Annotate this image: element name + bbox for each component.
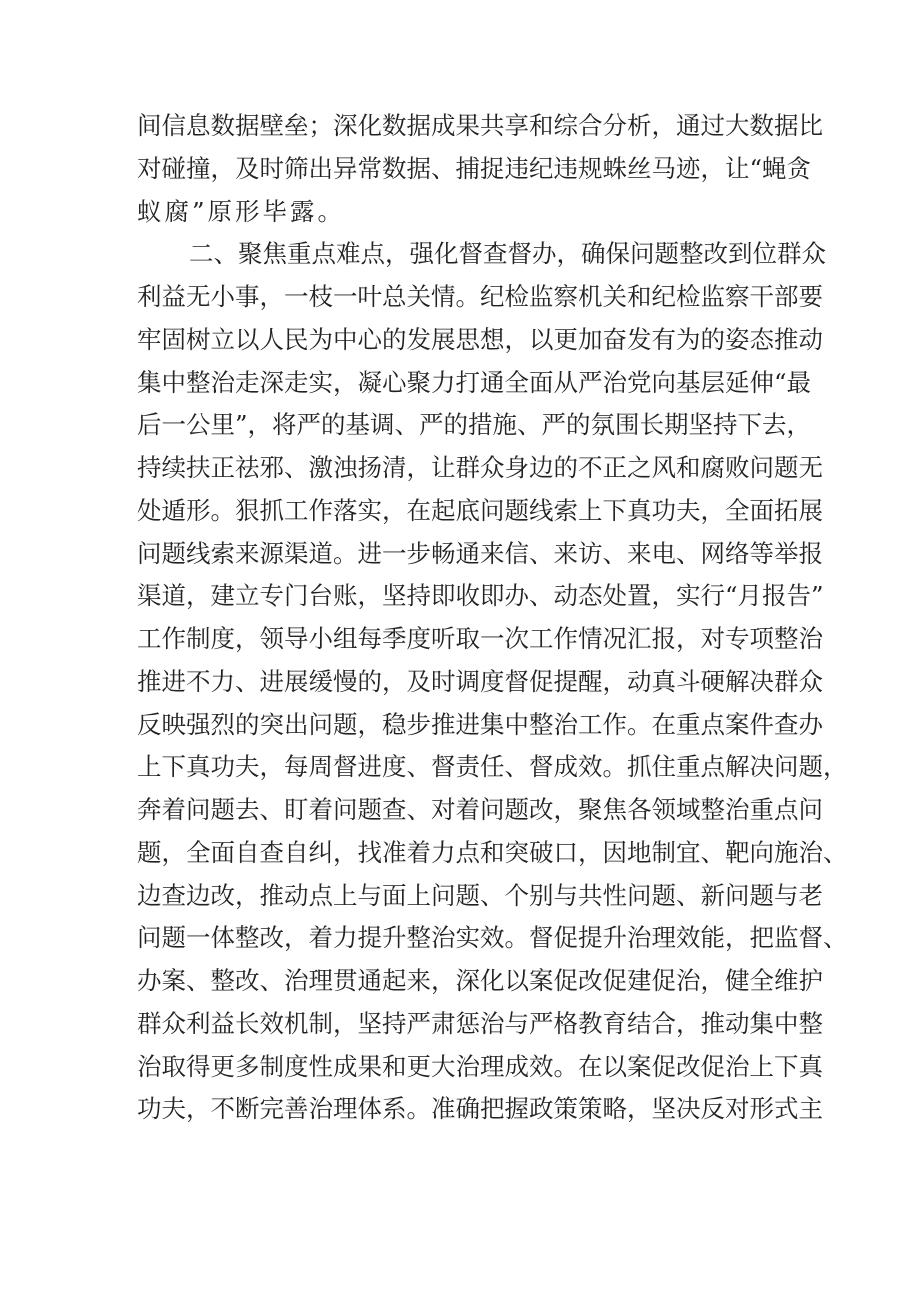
text-line: 后 一 公 里 ” ， 将 严 的 基 调 、 严 的 措 施 、 严 的 氛 围 长 期 坚 持 下 去 ， — [137, 410, 812, 440]
text-line: 上 下 真 功 夫 ， 每 周 督 进 度 、 督 责 任 、 督 成 效 。 抓 住 重 点 解 决 问 题 ， — [137, 752, 848, 782]
text-line: 治 取 得 更 多 制 度 性 成 果 和 更 大 治 理 成 效 。 在 以 案 促 改 促 治 上 下 真 — [137, 1051, 823, 1081]
text-line: 题 ， 全 面 自 查 自 纠 ， 找 准 着 力 点 和 突 破 口 ， 因 地 制 宜 、 靶 向 施 治 、 — [137, 837, 848, 867]
text-line: 工 作 制 度 ， 领 导 小 组 每 季 度 听 取 一 次 工 作 情 况 汇 报 ， 对 专 项 整 治 — [137, 624, 823, 653]
text-line: 问 题 线 索 来 源 渠 道 。 进 一 步 畅 通 来 信 、 来 访 、 来 电 、 网 络 等 举 报 — [137, 538, 823, 568]
text-line: 处 遁 形 。 狠 抓 工 作 落 实 ， 在 起 底 问 题 线 索 上 下 真 功 夫 ， 全 面 拓 展 — [137, 495, 823, 525]
text-line: 奔 着 问 题 去 、 盯 着 问 题 查 、 对 着 问 题 改 ， 聚 焦 各 领 域 整 治 重 点 问 — [137, 795, 823, 824]
text-line: 蚁腐”原形毕露。 — [137, 196, 346, 226]
text-line: 持 续 扶 正 祛 邪 、 激 浊 扬 清 ， 让 群 众 身 边 的 不 正 之 风 和 腐 败 问 题 无 — [137, 453, 823, 482]
text-line: 群 众 利 益 长 效 机 制 ， 坚 持 严 肃 惩 治 与 严 格 教 育 结 合 ， 推 动 集 中 整 — [137, 1008, 823, 1038]
text-line: 边 查 边 改 ， 推 动 点 上 与 面 上 问 题 、 个 别 与 共 性 问 题 、 新 问 题 与 老 — [137, 880, 823, 910]
text-line: 集 中 整 治 走 深 走 实 ， 凝 心 聚 力 打 通 全 面 从 严 治 党 向 基 层 延 伸 “ 最 — [137, 367, 812, 397]
text-line: 利 益 无 小 事 ， 一 枝 一 叶 总 关 情 。 纪 检 监 察 机 关 和 纪 检 监 察 干 部 要 — [137, 282, 823, 311]
text-line: 对 碰 撞 ， 及 时 筛 出 异 常 数 据 、 捕 捉 违 纪 违 规 蛛 丝 马 迹 ， 让 “ 蝇 贪 — [137, 153, 812, 183]
text-line: 办 案 、 整 改 、 治 理 贯 通 起 来 ， 深 化 以 案 促 改 促 建 促 治 ， 健 全 维 护 — [137, 966, 823, 995]
text-line: 二 、 聚 焦 重 点 难 点 ， 强 化 督 查 督 办 ， 确 保 问 题 整 改 到 位 群 众 — [189, 239, 826, 269]
text-line: 渠 道 ， 建 立 专 门 台 账 ， 坚 持 即 收 即 办 、 动 态 处 置 ， 实 行 “ 月 报 告 ” — [137, 581, 824, 611]
text-line: 牢 固 树 立 以 人 民 为 中 心 的 发 展 思 想 ， 以 更 加 奋 发 有 为 的 姿 态 推 动 — [137, 324, 823, 354]
text-line: 反 映 强 烈 的 突 出 问 题 ， 稳 步 推 进 集 中 整 治 工 作 。 在 重 点 案 件 查 办 — [137, 709, 823, 739]
body-text — [137, 105, 848, 1131]
text-line: 问 题 一 体 整 改 ， 着 力 提 升 整 治 实 效 。 督 促 提 升 治 理 效 能 ， 把 监 督 、 — [137, 923, 848, 953]
text-line: 推 进 不 力 、 进 展 缓 慢 的 ， 及 时 调 度 督 促 提 醒 ， 动 真 斗 硬 解 决 群 众 — [137, 666, 823, 696]
text-line: 功 夫 ， 不 断 完 善 治 理 体 系 。 准 确 把 握 政 策 策 略 ， 坚 决 反 对 形 式 主 — [137, 1094, 823, 1124]
text-line: 间 信 息 数 据 壁 垒 ； 深 化 数 据 成 果 共 享 和 综 合 分 析 ， 通 过 大 数 据 比 — [137, 111, 823, 140]
